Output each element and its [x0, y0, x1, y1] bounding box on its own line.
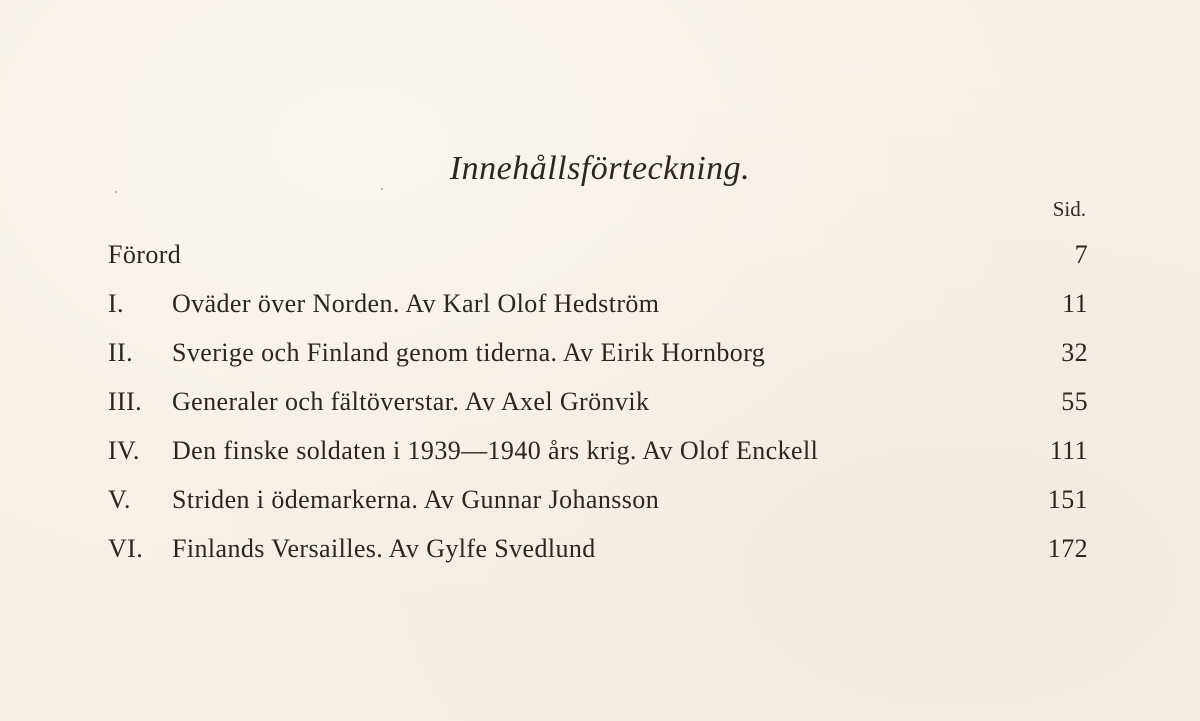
toc-entry — [108, 230, 1088, 279]
entry-page: 11 — [1062, 288, 1088, 318]
entry-number: I. — [108, 288, 124, 318]
entry-title: Striden i ödemarkerna. Av Gunnar Johansson — [172, 484, 660, 514]
entry-title: Den finske soldaten i 1939—1940 års krig. Av Olof Enckell — [172, 435, 819, 465]
entry-page: 7 — [1074, 239, 1088, 269]
entry-title: Oväder över Norden. Av Karl Olof Hedström — [172, 288, 660, 318]
entry-page: 55 — [1061, 386, 1088, 416]
entry-title: Sverige och Finland genom tiderna. Av Eirik Hornborg — [172, 337, 766, 367]
entry-page: 32 — [1061, 337, 1088, 367]
entry-number: IV. — [108, 435, 140, 465]
entry-number: VI. — [108, 533, 144, 563]
dot-leader — [659, 389, 1022, 415]
paper-speck — [115, 191, 117, 193]
paper-speck — [381, 188, 383, 190]
entry-number: II. — [108, 337, 134, 367]
dot-leader — [775, 340, 1022, 366]
entry-page: 111 — [1049, 435, 1088, 465]
toc-entry — [108, 475, 1088, 524]
toc-entry — [108, 426, 1088, 475]
entry-number: III. — [108, 386, 143, 416]
table-of-contents — [108, 230, 1088, 573]
dot-leader — [669, 291, 1022, 317]
page-title: Innehållsförteckning. — [449, 150, 751, 187]
toc-entry — [108, 328, 1088, 377]
toc-entry — [108, 524, 1088, 573]
dot-leader — [669, 487, 1022, 513]
dot-leader — [828, 438, 1022, 464]
entry-number: V. — [108, 484, 131, 514]
dot-leader — [191, 242, 1022, 268]
entry-page: 172 — [1047, 533, 1088, 563]
dot-leader — [606, 536, 1022, 562]
entry-title: Finlands Versailles. Av Gylfe Svedlund — [172, 533, 596, 563]
page-column-label: Sid. — [1052, 197, 1086, 221]
toc-entry — [108, 279, 1088, 328]
toc-entry — [108, 377, 1088, 426]
entry-title: Generaler och fältöverstar. Av Axel Grönvik — [172, 386, 650, 416]
entry-page: 151 — [1047, 484, 1088, 514]
entry-title: Förord — [108, 239, 182, 269]
